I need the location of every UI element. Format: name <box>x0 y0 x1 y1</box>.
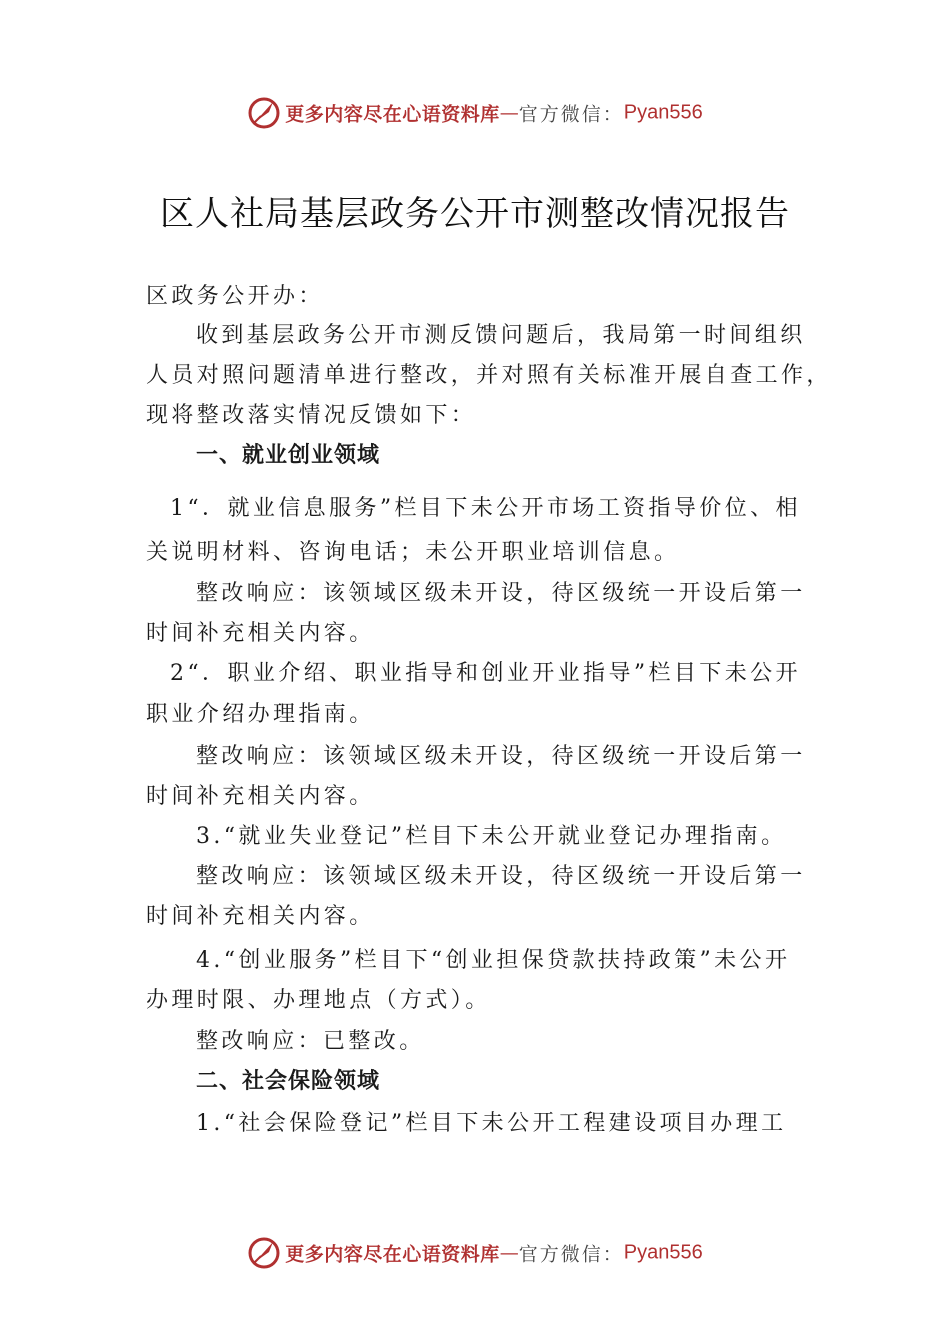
s1-item-1-line-2: 关说明材料、咨询电话；未公开职业培训信息。 <box>146 540 680 565</box>
s1-response-2-line-2: 时间补充相关内容。 <box>146 784 375 809</box>
feather-pen-logo-icon <box>247 96 281 130</box>
feather-pen-logo-icon <box>247 1236 281 1270</box>
section-2-heading: 二、社会保险领域 <box>196 1069 381 1094</box>
banner-wechat-id: Pyan556 <box>623 101 703 124</box>
section-1-heading: 一、就业创业领域 <box>196 443 381 468</box>
bottom-banner <box>0 1236 950 1270</box>
banner-wechat-id: Pyan556 <box>623 1241 703 1264</box>
s1-response-1-line-2: 时间补充相关内容。 <box>146 621 375 646</box>
s1-response-1-line-1: 整改响应：该领域区级未开设，待区级统一开设后第一 <box>196 581 806 606</box>
s1-item-2-line-1: 2“．职业介绍、职业指导和创业开业指导”栏目下未公开 <box>170 661 801 686</box>
banner-dash: — <box>499 102 519 124</box>
s1-response-3-line-2: 时间补充相关内容。 <box>146 904 375 929</box>
s1-item-4-line-2: 办理时限、办理地点（方式）。 <box>146 988 491 1013</box>
top-banner <box>0 96 950 130</box>
s1-item-1-line-1: 1“．就业信息服务”栏目下未公开市场工资指导价位、相 <box>170 496 801 521</box>
s1-item-2-line-2: 职业介绍办理指南。 <box>146 702 375 727</box>
banner-brand-text: 更多内容尽在心语资料库 <box>285 103 500 126</box>
s1-response-4-line-1: 整改响应：已整改。 <box>196 1029 425 1054</box>
banner-dash: — <box>499 1242 519 1264</box>
banner-wechat-label: 官方微信： <box>518 1243 624 1266</box>
intro-line-1: 收到基层政务公开市测反馈问题后，我局第一时间组织 <box>196 323 806 348</box>
s1-item-4-line-1: 4.“创业服务”栏目下“创业担保贷款扶持政策”未公开 <box>196 948 791 973</box>
intro-line-3: 现将整改落实情况反馈如下： <box>146 403 477 428</box>
s1-item-3-line-1: 3.“就业失业登记”栏目下未公开就业登记办理指南。 <box>196 824 787 849</box>
banner-brand-text: 更多内容尽在心语资料库 <box>285 1243 500 1266</box>
s2-item-1-line-1: 1.“社会保险登记”栏目下未公开工程建设项目办理工 <box>196 1111 787 1136</box>
s1-response-3-line-1: 整改响应：该领域区级未开设，待区级统一开设后第一 <box>196 864 806 889</box>
document-title: 区人社局基层政务公开市测整改情况报告 <box>160 194 790 234</box>
banner-wechat-label: 官方微信： <box>518 103 624 126</box>
salutation: 区政务公开办： <box>146 284 324 309</box>
intro-line-2: 人员对照问题清单进行整改，并对照有关标准开展自查工作， <box>146 363 832 388</box>
s1-response-2-line-1: 整改响应：该领域区级未开设，待区级统一开设后第一 <box>196 744 806 769</box>
